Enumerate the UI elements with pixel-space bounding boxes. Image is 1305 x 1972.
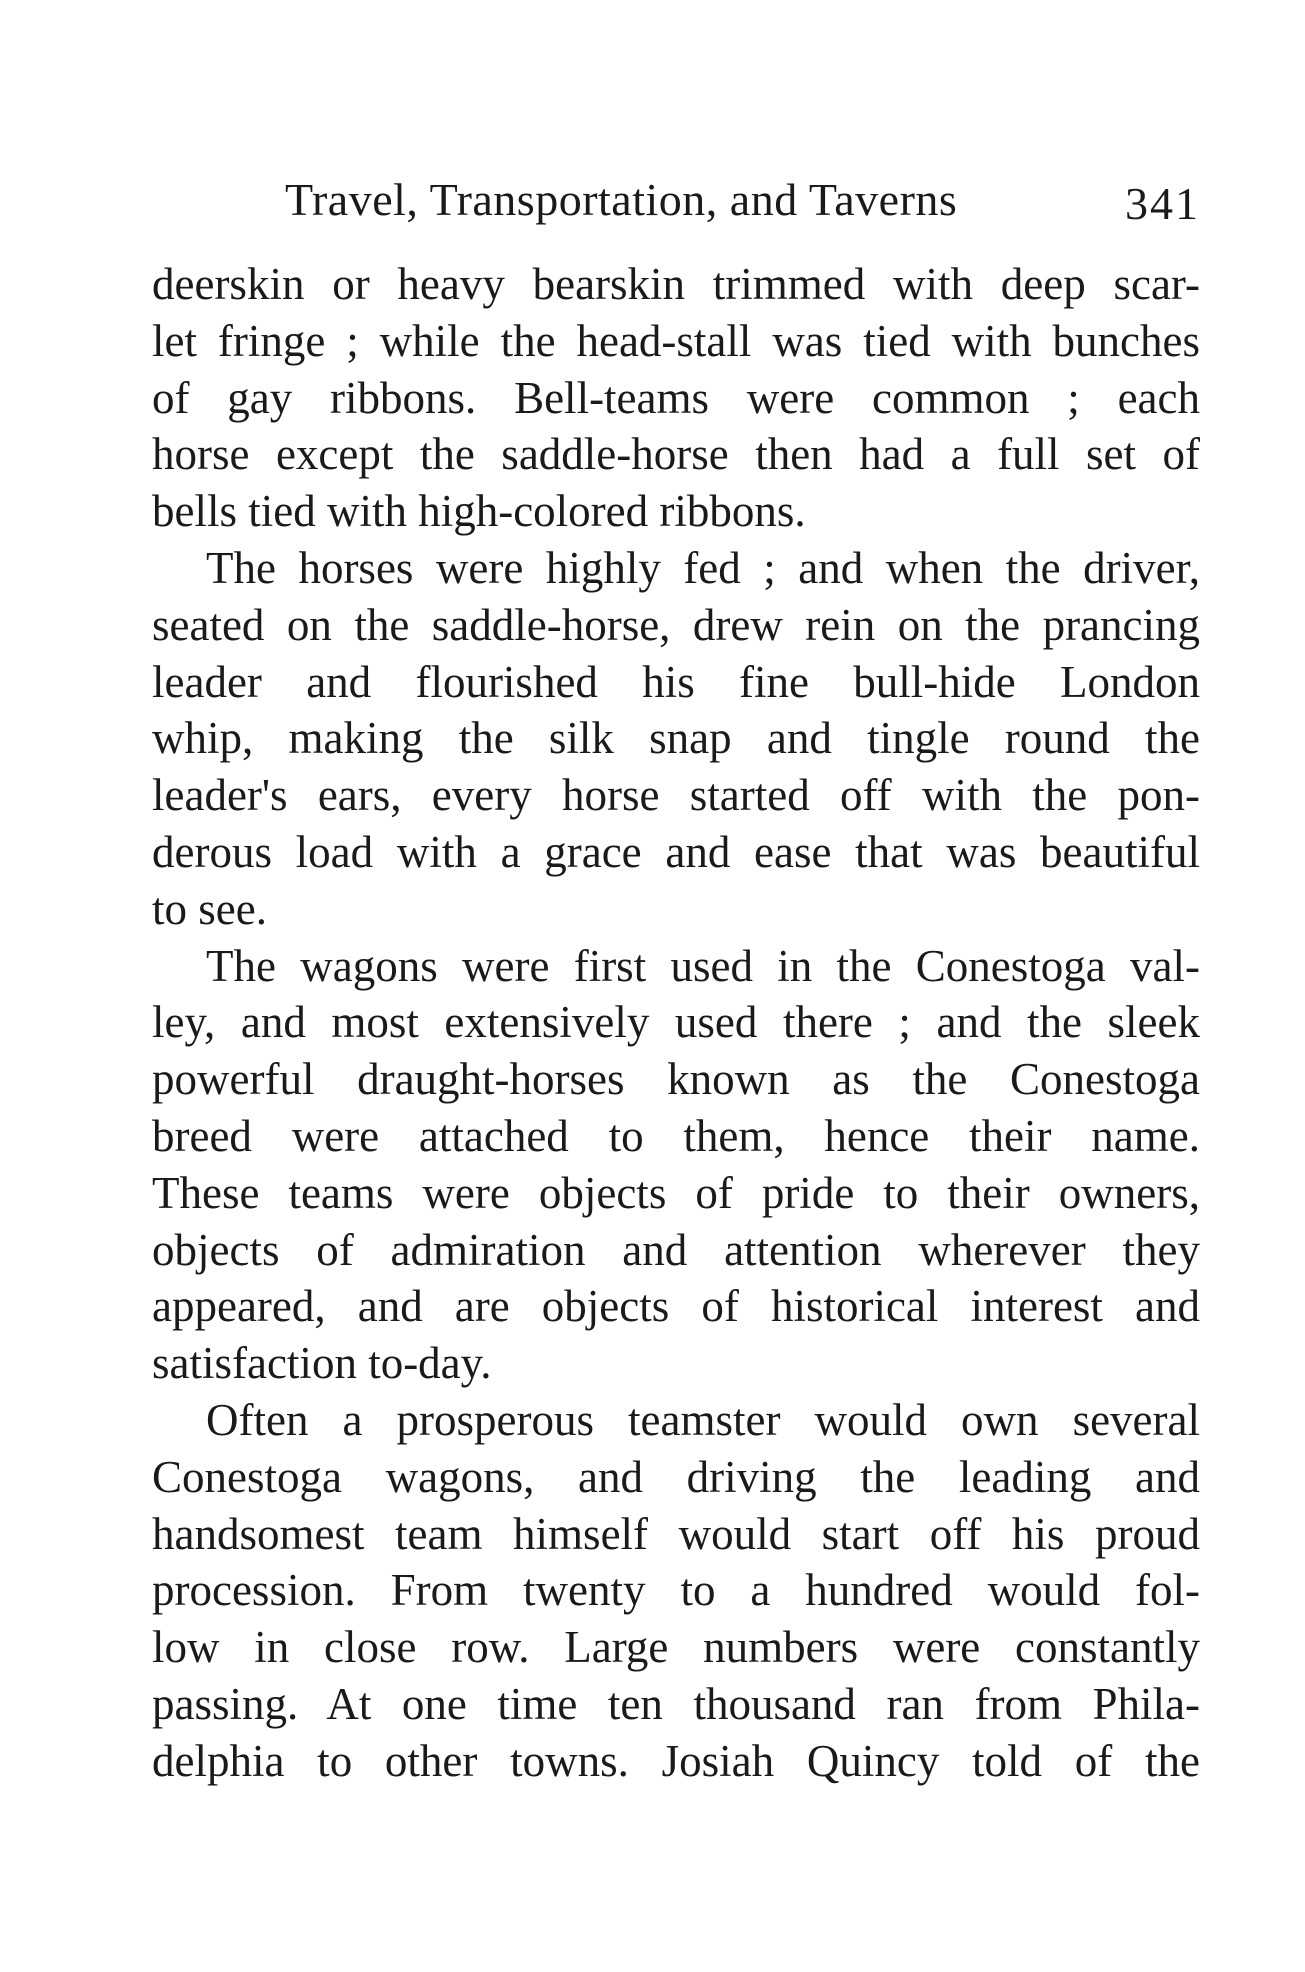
text-line: appeared, and are objects of historical interest and (152, 1281, 1200, 1332)
text-line: of gay ribbons. Bell-teams were common ; each (152, 372, 1200, 423)
text-line: handsomest team himself would start off his proud (152, 1508, 1200, 1559)
text-line: deerskin or heavy bearskin trimmed with deep scar- (152, 259, 1200, 309)
text-line: breed were attached to them, hence their name. (152, 1110, 1200, 1161)
text-line: low in close row. Large numbers were constantly (152, 1622, 1200, 1673)
text-line: bells tied with high-colored ribbons. (152, 486, 806, 537)
page-number: 341 (1125, 178, 1200, 229)
text-line: These teams were objects of pride to their owners, (152, 1167, 1200, 1218)
text-line: leader's ears, every horse started off with the pon- (152, 770, 1200, 821)
text-line: horse except the saddle-horse then had a full set of (152, 429, 1200, 480)
running-head-title: Travel, Transportation, and Taverns (285, 174, 958, 225)
text-line: derous load with a grace and ease that was beautiful (152, 826, 1200, 877)
text-line: objects of admiration and attention wherever they (152, 1224, 1200, 1275)
text-line: The horses were highly fed ; and when the driver, (206, 542, 1200, 593)
text-line: delphia to other towns. Josiah Quincy told of the (152, 1735, 1200, 1786)
text-line: Conestoga wagons, and driving the leading and (152, 1451, 1200, 1502)
body-text (152, 256, 1200, 1790)
text-line: The wagons were first used in the Conestoga val- (206, 940, 1200, 991)
text-line: let fringe ; while the head-stall was tied with bunches (152, 315, 1200, 366)
text-line: ley, and most extensively used there ; and the sleek (152, 997, 1200, 1048)
text-line: procession. From twenty to a hundred would fol- (152, 1565, 1200, 1616)
text-line: to see. (152, 883, 267, 934)
text-line: whip, making the silk snap and tingle round the (152, 713, 1200, 764)
paragraph (152, 256, 1200, 540)
paragraph (152, 938, 1200, 1392)
text-line: satisfaction to-day. (152, 1338, 492, 1389)
text-line: Often a prosperous teamster would own several (206, 1394, 1200, 1445)
running-head (285, 170, 1200, 230)
text-line: leader and flourished his fine bull-hide London (152, 656, 1200, 707)
text-line: powerful draught-horses known as the Conestoga (152, 1054, 1200, 1105)
text-line: seated on the saddle-horse, drew rein on the prancing (152, 599, 1200, 650)
paragraph (152, 1392, 1200, 1790)
text-line: passing. At one time ten thousand ran from Phila- (152, 1678, 1200, 1729)
paragraph (152, 540, 1200, 938)
